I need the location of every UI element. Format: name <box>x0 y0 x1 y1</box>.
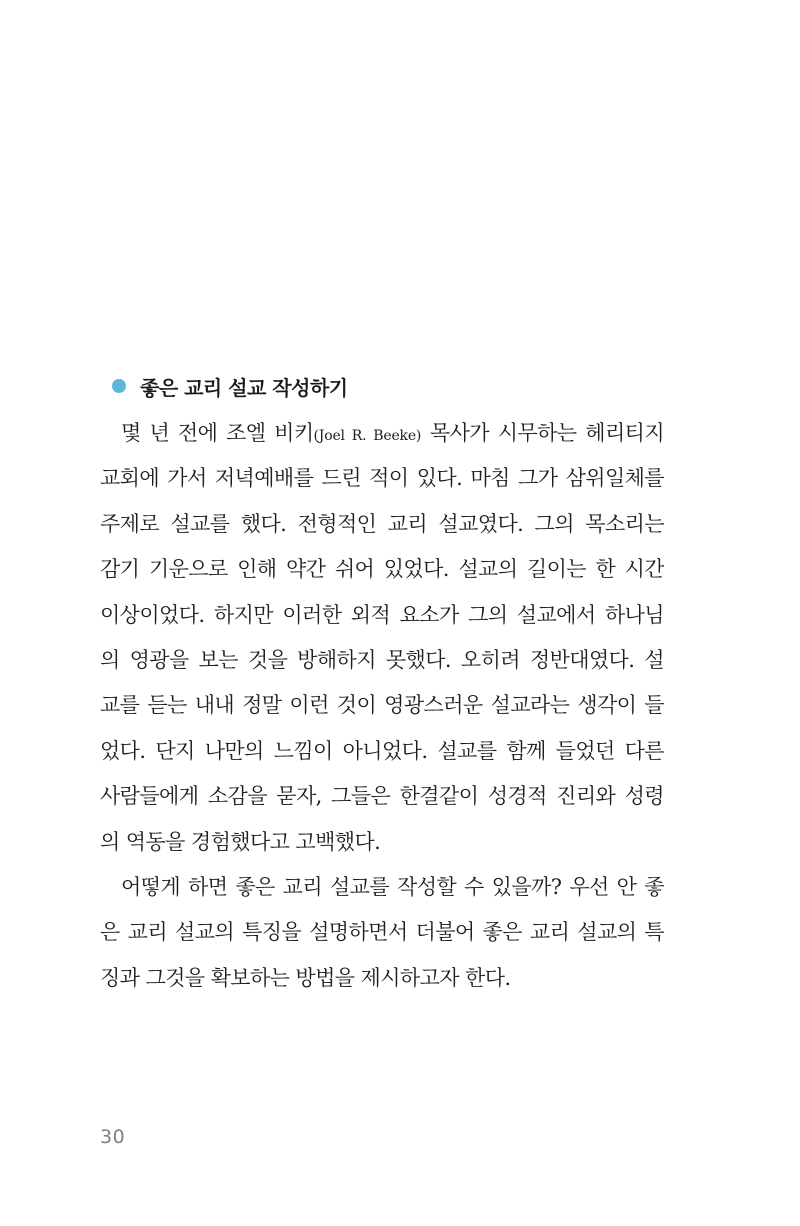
paragraph-1-line-4: 감기 기운으로 인해 약간 쉬어 있었다. 설교의 길이는 한 시간 <box>100 557 664 582</box>
paragraph-1-line-2: 교회에 가서 저녁예배를 드린 적이 있다. 마침 그가 삼위일체를 <box>100 466 664 491</box>
paragraph-1-line-10: 의 역동을 경험했다고 고백했다. <box>100 829 381 854</box>
bullet-dot-icon <box>112 379 126 393</box>
paragraph-1-line-7: 교를 듣는 내내 정말 이런 것이 영광스러운 설교라는 생각이 들 <box>100 693 664 718</box>
paragraph-2-line-2: 은 교리 설교의 특징을 설명하면서 더불어 좋은 교리 설교의 특 <box>100 920 664 945</box>
inline-english-name: (Joel R. Beeke) <box>313 428 422 444</box>
section-title: 좋은 교리 설교 작성하기 <box>140 375 348 400</box>
page-number: 30 <box>100 1126 126 1148</box>
paragraph-1-line-8: 었다. 단지 나만의 느낌이 아니었다. 설교를 함께 들었던 다른 <box>100 738 664 763</box>
section-heading <box>112 372 348 400</box>
paragraph-2-line-3: 징과 그것을 확보하는 방법을 제시하고자 한다. <box>100 965 511 990</box>
paragraph-2-line-1: 어떻게 하면 좋은 교리 설교를 작성할 수 있을까? 우선 안 좋 <box>121 874 664 899</box>
paragraph-1-line-1: 몇 년 전에 조엘 비키(Joel R. Beeke) 목사가 시무하는 헤리티지 <box>121 421 664 445</box>
paragraph-1-line-9: 사람들에게 소감을 묻자, 그들은 한결같이 성경적 진리와 성령 <box>100 784 664 809</box>
body-text <box>100 411 664 1001</box>
paragraph-1-line-5: 이상이었다. 하지만 이러한 외적 요소가 그의 설교에서 하나님 <box>100 602 664 627</box>
paragraph-1-line-6: 의 영광을 보는 것을 방해하지 못했다. 오히려 정반대였다. 설 <box>100 647 664 672</box>
paragraph-1-line-3: 주제로 설교를 했다. 전형적인 교리 설교였다. 그의 목소리는 <box>100 511 664 536</box>
